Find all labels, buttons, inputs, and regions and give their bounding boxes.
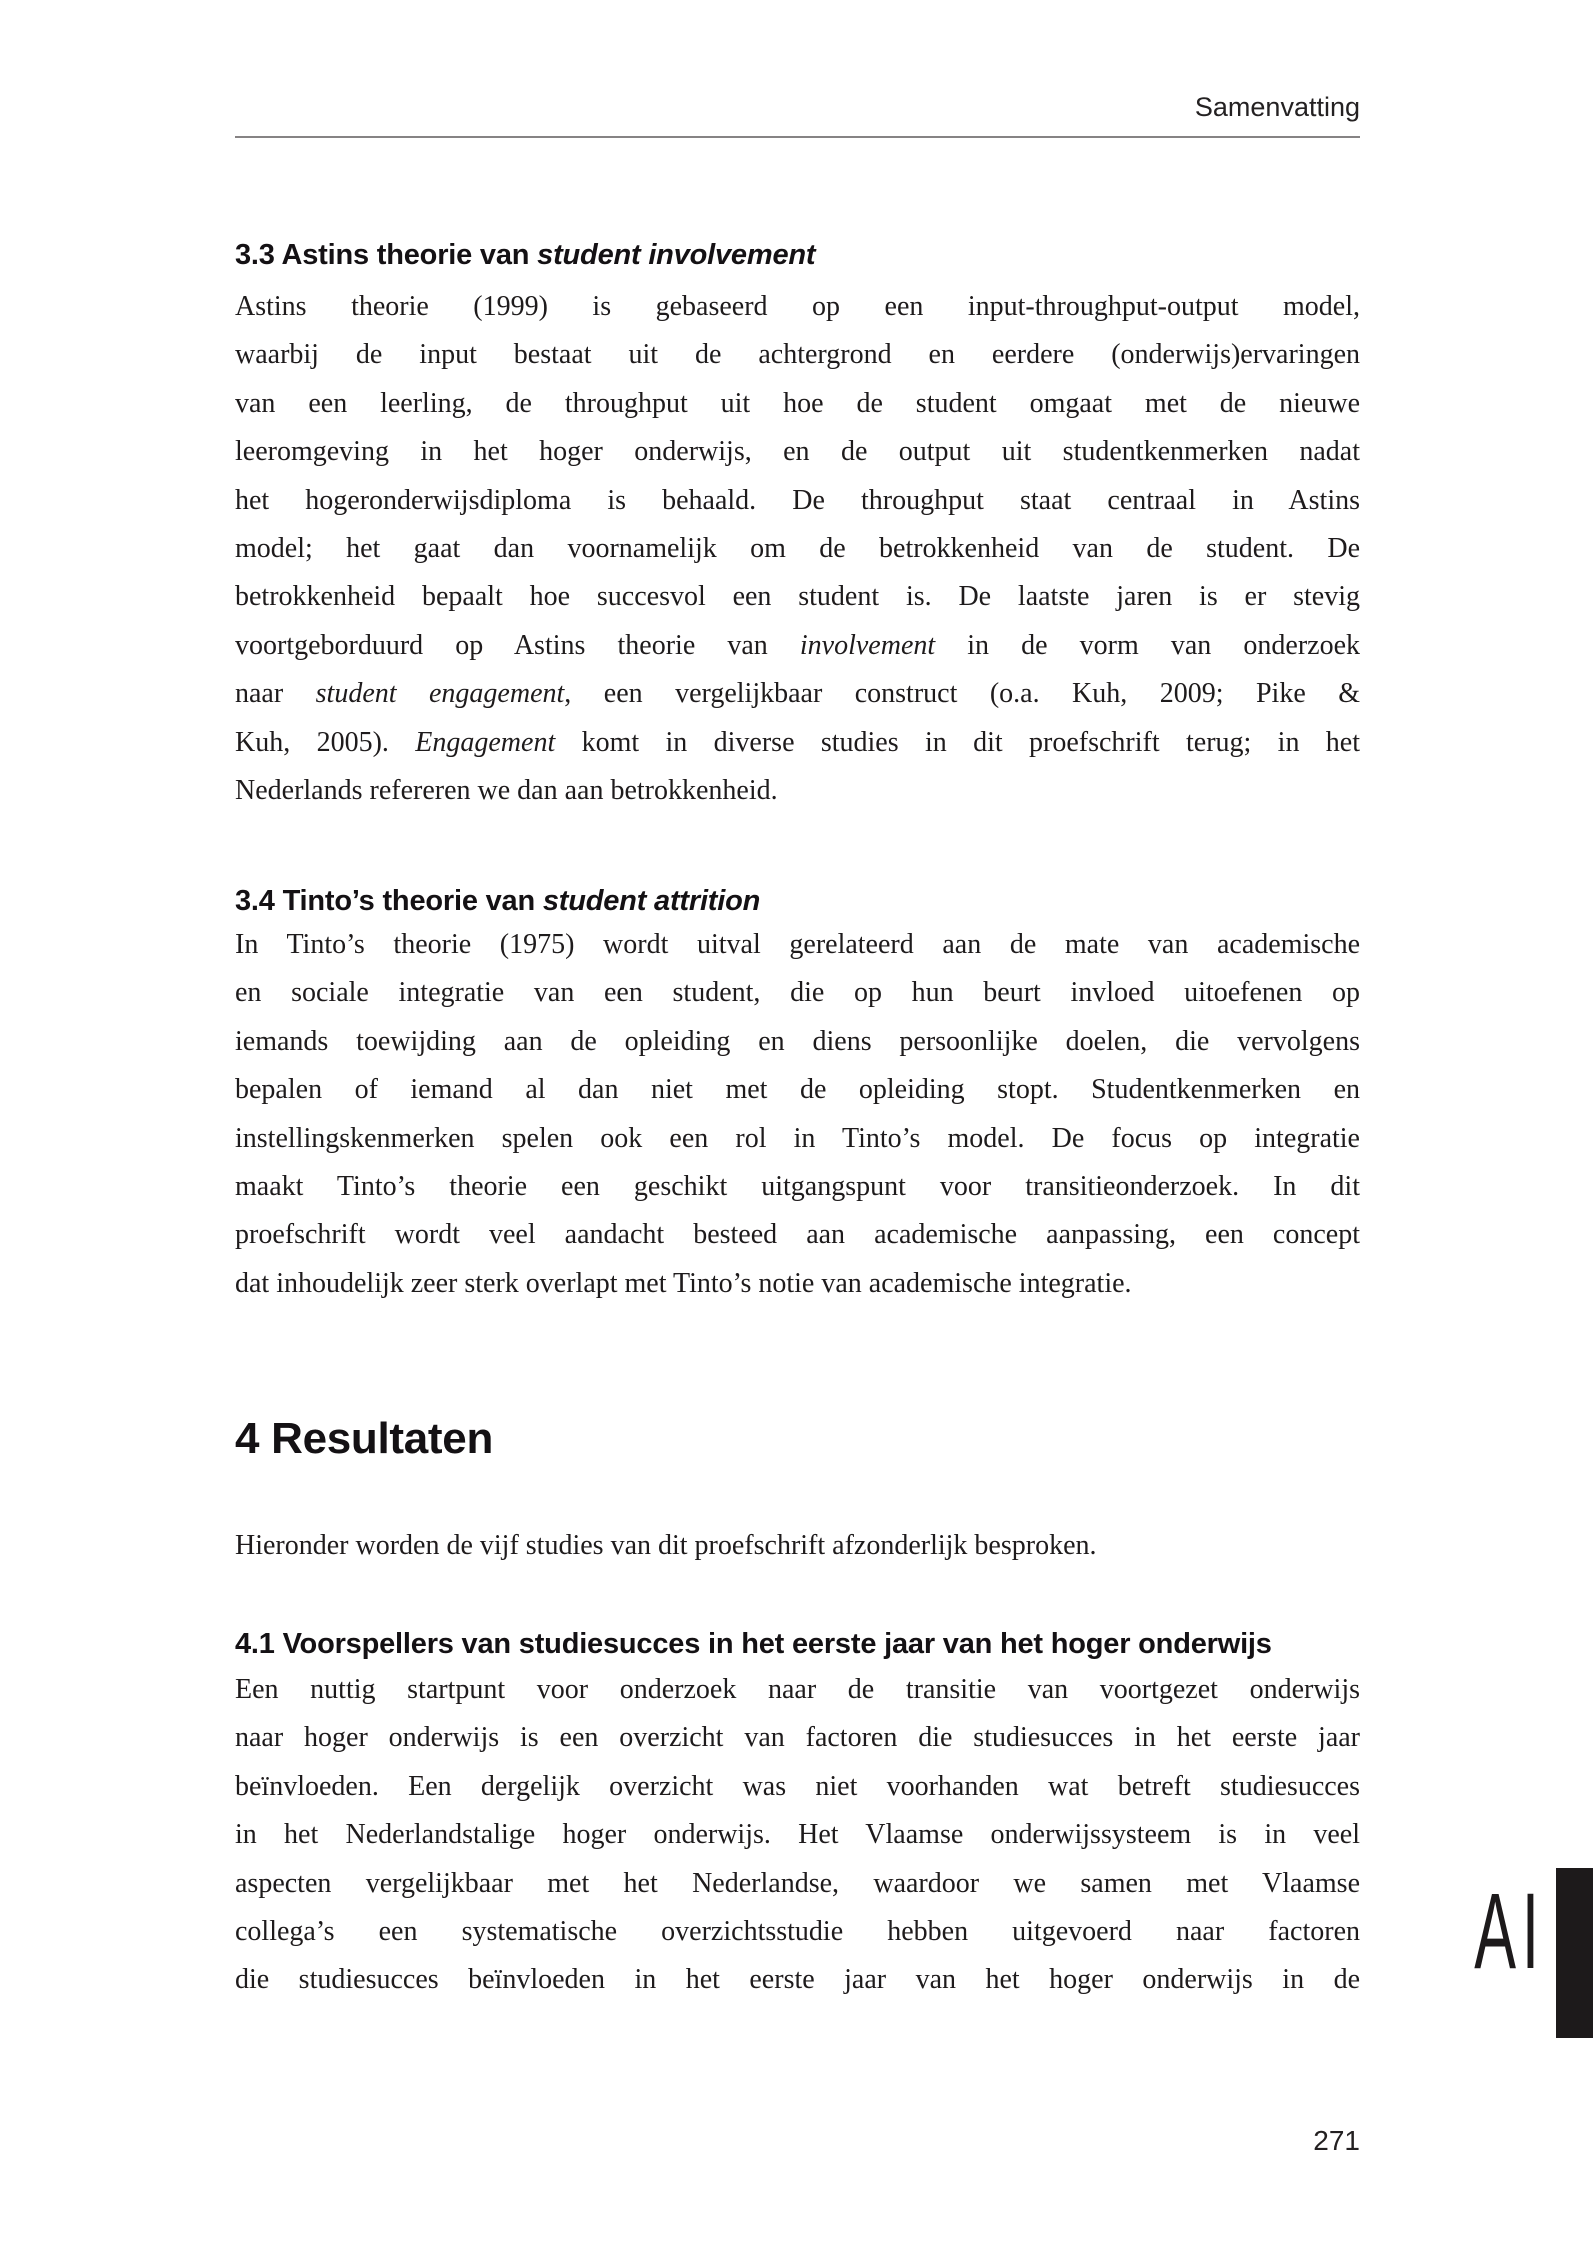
- text-line: die studiesucces beïnvloeden in het eerste jaar van het hoger onderwijs in de: [235, 1964, 1360, 1996]
- section-4-heading: 4 Resultaten: [235, 1414, 494, 1463]
- text-line: van een leerling, de throughput uit hoe de student omgaat met de nieuwe: [235, 387, 1360, 419]
- text-line: Nederlands refereren we dan aan betrokkenheid.: [235, 774, 778, 806]
- header-rule: [235, 136, 1360, 138]
- paragraph-3-4: [235, 921, 1360, 1308]
- text-line: collega’s een systematische overzichtsstudie hebben uitgevoerd naar factoren: [235, 1915, 1360, 1947]
- text-line: beïnvloeden. Een dergelijk overzicht was niet voorhanden wat betreft studiesucces: [235, 1770, 1360, 1802]
- text-line: Een nuttig startpunt voor onderzoek naar de transitie van voortgezet onderwijs: [235, 1674, 1360, 1705]
- text-line: instellingskenmerken spelen ook een rol in Tinto’s model. De focus op integratie: [235, 1122, 1360, 1154]
- text-line: model; het gaat dan voornamelijk om de betrokkenheid van de student. De: [235, 532, 1360, 564]
- text-line: aspecten vergelijkbaar met het Nederlandse, waardoor we samen met Vlaamse: [235, 1867, 1360, 1899]
- text-line: dat inhoudelijk zeer sterk overlapt met Tinto’s notie van academische integratie.: [235, 1267, 1132, 1299]
- section-3-4-heading: 3.4 Tinto’s theorie van student attrition: [235, 885, 761, 917]
- text-line: voortgeborduurd op Astins theorie van involvement in de vorm van onderzoek: [235, 629, 1360, 661]
- text-line: leeromgeving in het hoger onderwijs, en de output uit studentkenmerken nadat: [235, 436, 1360, 468]
- paragraph-4-intro: [235, 1522, 1360, 1570]
- text-line: In Tinto’s theorie (1975) wordt uitval gerelateerd aan de mate van academische: [235, 929, 1360, 960]
- text-line: naar hoger onderwijs is een overzicht van factoren die studiesucces in het eerste jaar: [235, 1722, 1360, 1754]
- text-line: Hieronder worden de vijf studies van dit proefschrift afzonderlijk besproken.: [235, 1530, 1097, 1561]
- text-line: waarbij de input bestaat uit de achtergrond en eerdere (onderwijs)ervaringen: [235, 339, 1360, 371]
- text-line: proefschrift wordt veel aandacht besteed aan academische aanpassing, een concept: [235, 1219, 1360, 1251]
- text-line: betrokkenheid bepaalt hoe succesvol een student is. De laatste jaren is er stevig: [235, 581, 1360, 613]
- side-tab-label: AI: [1474, 1870, 1545, 1991]
- text-line: naar student engagement, een vergelijkbaar construct (o.a. Kuh, 2009; Pike &: [235, 678, 1361, 710]
- text-line: maakt Tinto’s theorie een geschikt uitgangspunt voor transitieonderzoek. In dit: [235, 1170, 1360, 1202]
- running-header: Samenvatting: [1194, 92, 1360, 122]
- text-line: Astins theorie (1999) is gebaseerd op een input-throughput-output model,: [235, 291, 1360, 322]
- paragraph-3-3: [235, 283, 1360, 815]
- section-3-3-heading: 3.3 Astins theorie van student involvement: [235, 239, 816, 271]
- side-tab-marker: [1556, 1868, 1593, 2038]
- text-line: en sociale integratie van een student, die op hun beurt invloed uitoefenen op: [235, 977, 1360, 1009]
- text-line: iemands toewijding aan de opleiding en diens persoonlijke doelen, die vervolgens: [235, 1025, 1360, 1057]
- text-line: in het Nederlandstalige hoger onderwijs. Het Vlaamse onderwijssysteem is in veel: [235, 1819, 1360, 1851]
- page-number: 271: [1313, 2125, 1360, 2156]
- text-line: het hogeronderwijsdiploma is behaald. De throughput staat centraal in Astins: [235, 484, 1360, 516]
- text-line: Kuh, 2005). Engagement komt in diverse studies in dit proefschrift terug; in het: [235, 726, 1361, 758]
- text-line: bepalen of iemand al dan niet met de opleiding stopt. Studentkenmerken en: [235, 1074, 1360, 1106]
- paragraph-4-1: [235, 1666, 1360, 2005]
- section-4-1-heading: 4.1 Voorspellers van studiesucces in het eerste jaar van het hoger onderwijs: [235, 1628, 1272, 1660]
